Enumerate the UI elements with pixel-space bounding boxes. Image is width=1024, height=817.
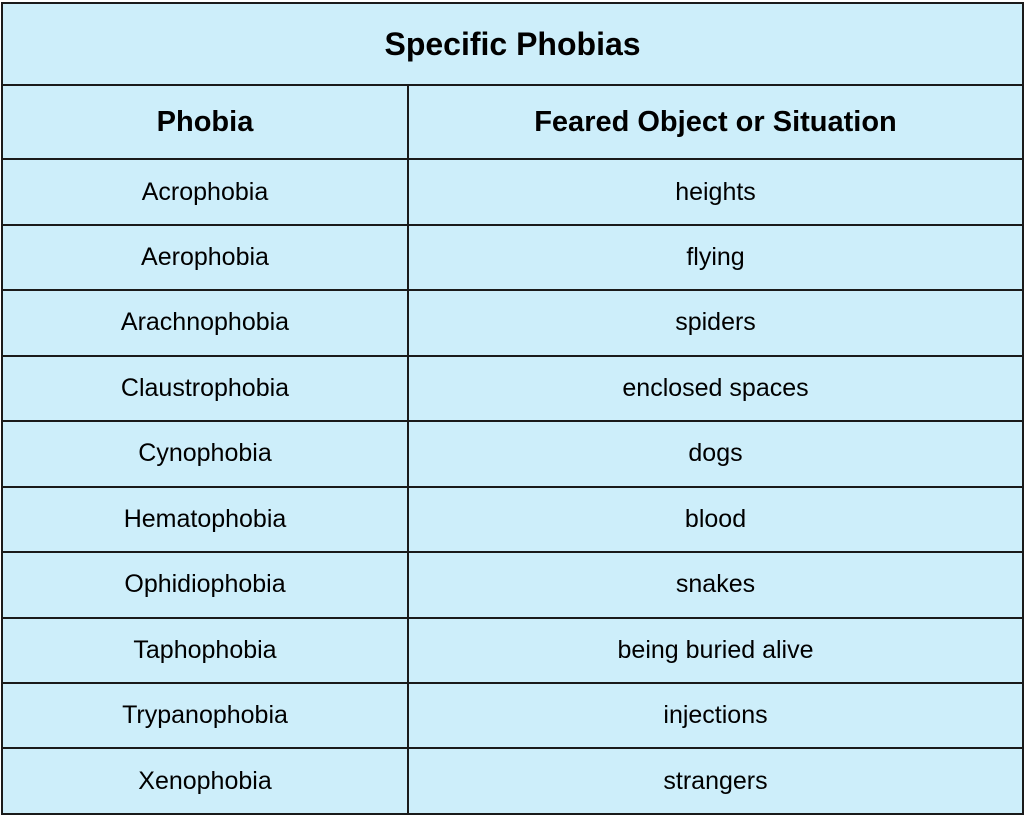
- feared-object-cell: enclosed spaces: [408, 356, 1023, 421]
- phobia-cell: Taphophobia: [2, 618, 408, 683]
- phobia-cell: Cynophobia: [2, 421, 408, 486]
- phobia-cell: Arachnophobia: [2, 290, 408, 355]
- feared-object-cell: heights: [408, 159, 1023, 224]
- table-row: [2, 356, 1023, 421]
- table-row: [2, 159, 1023, 224]
- phobia-cell: Ophidiophobia: [2, 552, 408, 617]
- phobia-cell: Trypanophobia: [2, 683, 408, 748]
- column-header-feared-object: Feared Object or Situation: [408, 85, 1023, 159]
- table-row: [2, 748, 1023, 814]
- phobia-cell: Hematophobia: [2, 487, 408, 552]
- phobia-cell: Acrophobia: [2, 159, 408, 224]
- phobia-table: [1, 2, 1024, 815]
- feared-object-cell: strangers: [408, 748, 1023, 814]
- table-row: [2, 290, 1023, 355]
- table-row: [2, 225, 1023, 290]
- table-row: [2, 618, 1023, 683]
- feared-object-cell: flying: [408, 225, 1023, 290]
- phobia-cell: Aerophobia: [2, 225, 408, 290]
- feared-object-cell: snakes: [408, 552, 1023, 617]
- title-row: [2, 3, 1023, 85]
- table-title: Specific Phobias: [2, 3, 1023, 85]
- table-row: [2, 552, 1023, 617]
- phobia-cell: Claustrophobia: [2, 356, 408, 421]
- feared-object-cell: dogs: [408, 421, 1023, 486]
- table-row: [2, 421, 1023, 486]
- feared-object-cell: spiders: [408, 290, 1023, 355]
- column-header-phobia: Phobia: [2, 85, 408, 159]
- feared-object-cell: blood: [408, 487, 1023, 552]
- phobia-cell: Xenophobia: [2, 748, 408, 814]
- header-row: [2, 85, 1023, 159]
- table-row: [2, 487, 1023, 552]
- feared-object-cell: being buried alive: [408, 618, 1023, 683]
- feared-object-cell: injections: [408, 683, 1023, 748]
- table-row: [2, 683, 1023, 748]
